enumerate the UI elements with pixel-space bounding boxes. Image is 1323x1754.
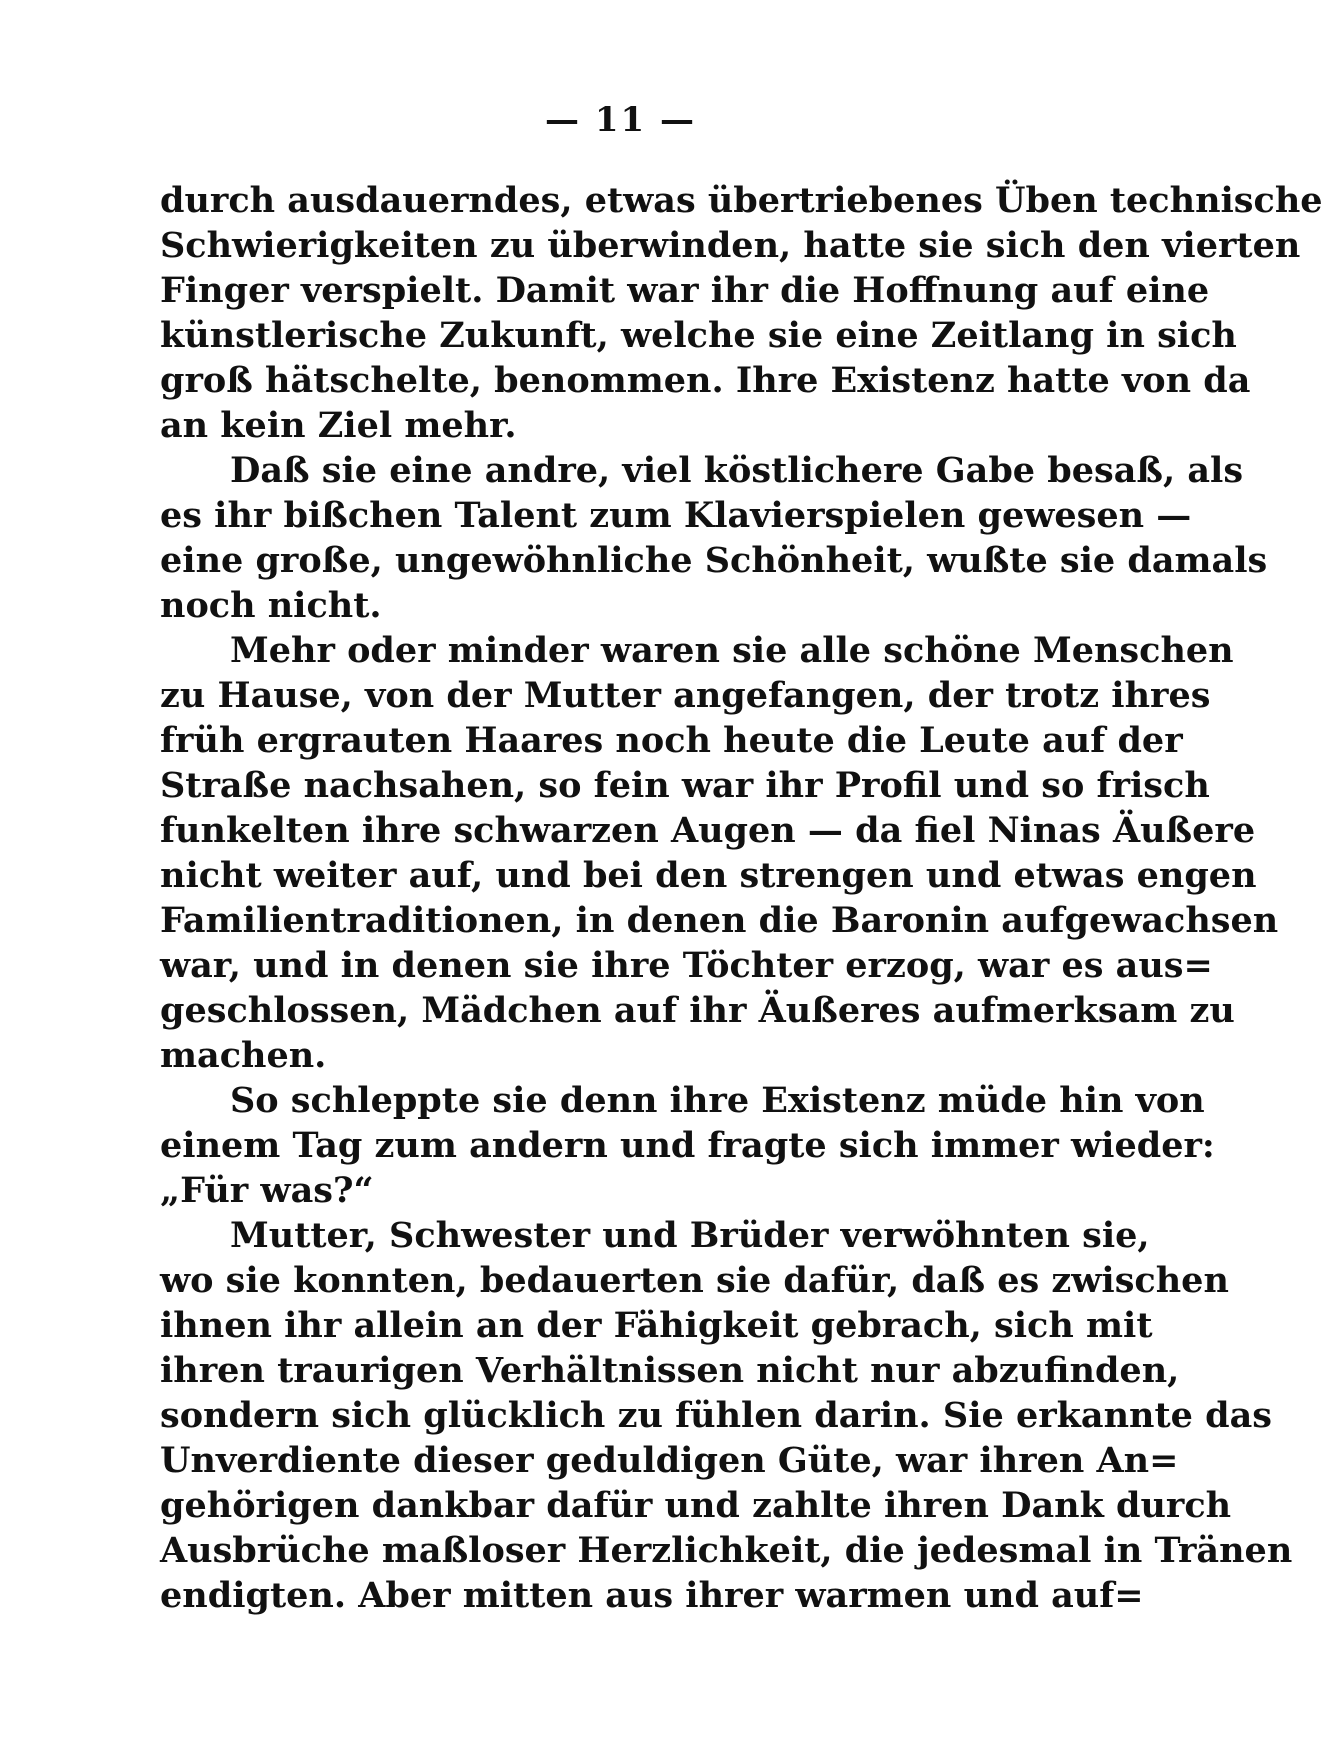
text-line: Unverdiente dieser geduldigen Güte, war ihren An= xyxy=(160,1440,1179,1481)
text-line: sondern sich glücklich zu fühlen darin. Sie erkannte das xyxy=(160,1395,1272,1436)
text-line: endigten. Aber mitten aus ihrer warmen und auf= xyxy=(160,1575,1144,1616)
text-line: nicht weiter auf, und bei den strengen und etwas engen xyxy=(160,855,1257,896)
body-text xyxy=(160,178,1323,1618)
text-line: ihnen ihr allein an der Fähigkeit gebrach, sich mit xyxy=(160,1305,1153,1346)
text-line: groß hätschelte, benommen. Ihre Existenz hatte von da xyxy=(160,360,1251,401)
text-line: Mehr oder minder waren sie alle schöne Menschen xyxy=(230,630,1234,671)
text-line: Finger verspielt. Damit war ihr die Hoffnung auf eine xyxy=(160,270,1210,311)
text-line: eine große, ungewöhnliche Schönheit, wußte sie damals xyxy=(160,540,1268,581)
text-line: machen. xyxy=(160,1035,327,1076)
text-line: früh ergrauten Haares noch heute die Leute auf der xyxy=(160,720,1183,761)
text-line: einem Tag zum andern und fragte sich immer wieder: xyxy=(160,1125,1215,1166)
text-line: Schwierigkeiten zu überwinden, hatte sie sich den vierten xyxy=(160,225,1301,266)
text-line: künstlerische Zukunft, welche sie eine Zeitlang in sich xyxy=(160,315,1237,356)
text-line: zu Hause, von der Mutter angefangen, der trotz ihres xyxy=(160,675,1211,716)
text-line: gehörigen dankbar dafür und zahlte ihren Dank durch xyxy=(160,1485,1232,1526)
text-line: wo sie konnten, bedauerten sie dafür, daß es zwischen xyxy=(160,1260,1229,1301)
text-line: Daß sie eine andre, viel köstlichere Gabe besaß, als xyxy=(230,450,1244,491)
text-line: an kein Ziel mehr. xyxy=(160,405,517,446)
text-line: ihren traurigen Verhältnissen nicht nur abzufinden, xyxy=(160,1350,1180,1391)
text-line: Mutter, Schwester und Brüder verwöhnten sie, xyxy=(230,1215,1150,1256)
text-line: noch nicht. xyxy=(160,585,382,626)
text-line: war, und in denen sie ihre Töchter erzog, war es aus= xyxy=(160,945,1213,986)
text-line: durch ausdauerndes, etwas übertriebenes Üben technische xyxy=(160,180,1323,221)
text-line: So schleppte sie denn ihre Existenz müde hin von xyxy=(230,1080,1205,1121)
text-line: Familientraditionen, in denen die Baronin aufgewachsen xyxy=(160,900,1279,941)
text-line: „Für was?“ xyxy=(160,1170,374,1211)
text-line: funkelten ihre schwarzen Augen — da fiel Ninas Äußere xyxy=(160,810,1256,851)
text-line: Straße nachsahen, so fein war ihr Profil und so frisch xyxy=(160,765,1210,806)
text-line: Ausbrüche maßloser Herzlichkeit, die jedesmal in Tränen xyxy=(160,1530,1293,1571)
text-line: es ihr bißchen Talent zum Klavierspielen gewesen — xyxy=(160,495,1192,536)
text-line: geschlossen, Mädchen auf ihr Äußeres aufmerksam zu xyxy=(160,990,1235,1031)
page-number: — 11 — xyxy=(545,100,696,140)
